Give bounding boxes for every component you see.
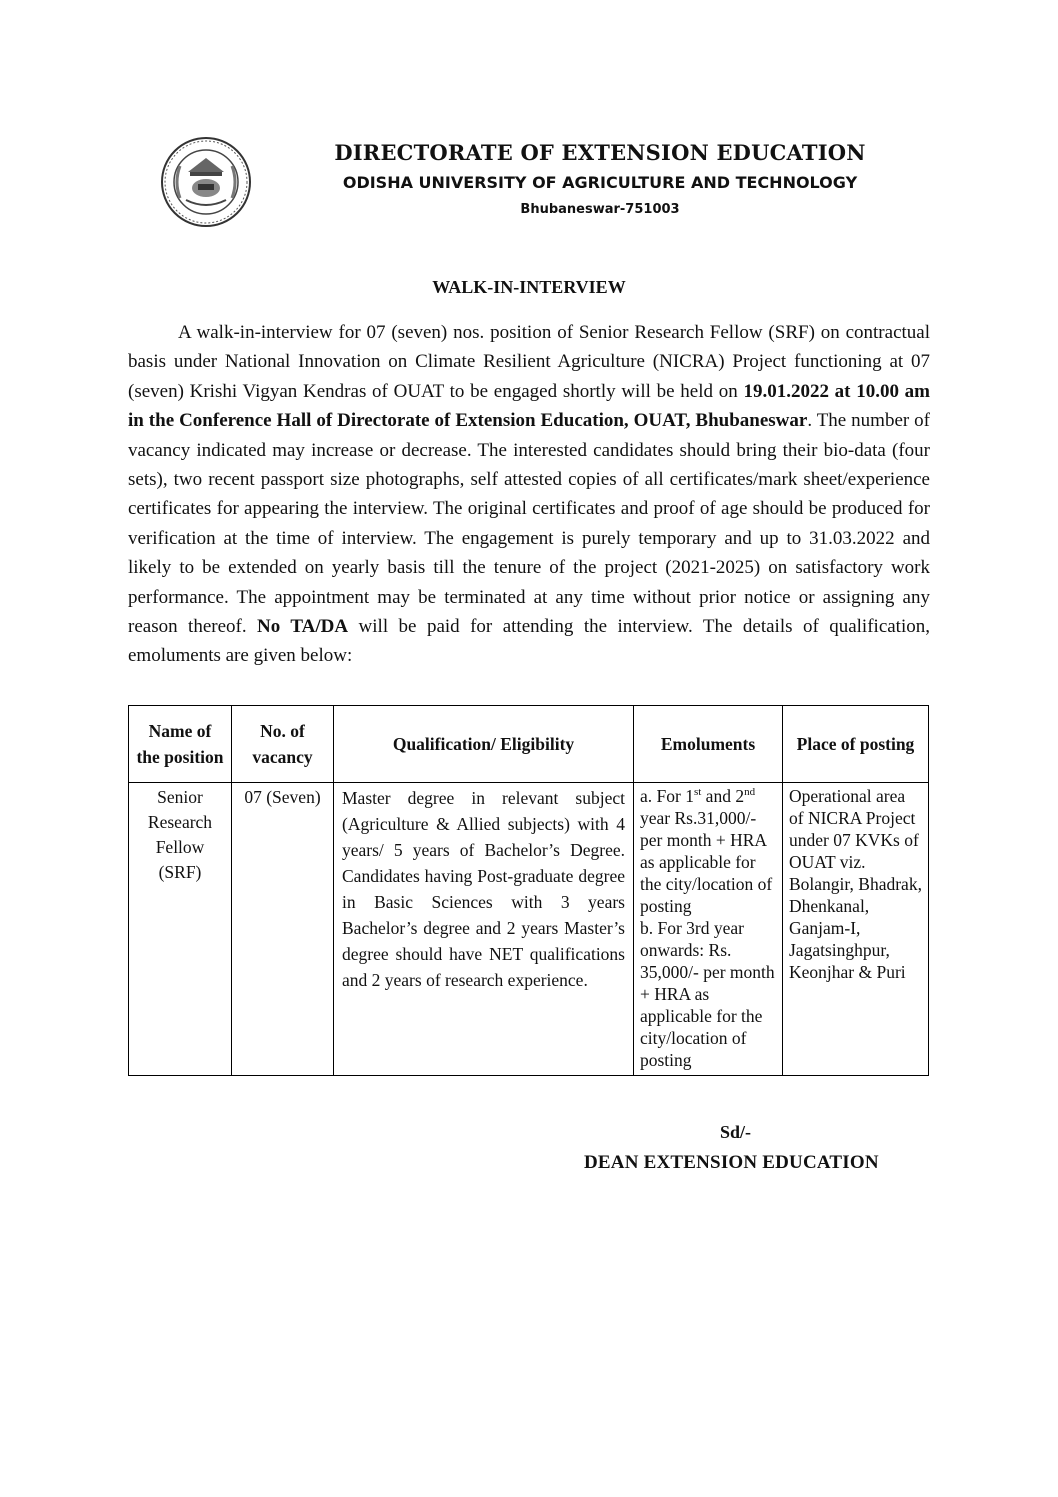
university-address: Bhubaneswar-751003 (520, 202, 680, 217)
university-name: ODISHA UNIVERSITY OF AGRICULTURE AND TECHNOLOGY (342, 173, 858, 192)
header-place: Place of posting (783, 706, 929, 783)
cell-place: Operational area of NICRA Project under 07 KVKs of OUAT viz. Bolangir, Bhadrak, Dhenkanal, Ganjam-I, Jagatsinghpur, Keonjhar & Puri (783, 783, 929, 1076)
vacancy-table (128, 705, 929, 1076)
notice-text-3: will be paid for attending the interview. The details of qualification, emoluments are given below: (128, 616, 930, 667)
emol-a-1: a. For 1 (640, 786, 694, 806)
signature-mark: Sd/- (720, 1122, 752, 1142)
notice-heading: WALK-IN-INTERVIEW (432, 277, 626, 297)
signatory-designation: DEAN EXTENSION EDUCATION (584, 1152, 879, 1173)
notice-text-1: A walk-in-interview for 07 (seven) nos. position of Senior Research Fellow (SRF) on contractual basis under National Innovation on Climate Resilient Agriculture (NICRA) Project functioning at 07 (seven) Krishi Vigyan Kendras of OUAT to be engaged shortly will be held on (128, 322, 930, 402)
table-header-row (129, 706, 929, 783)
cell-position: Senior Research Fellow (SRF) (129, 783, 232, 1076)
cell-qualification: Master degree in relevant subject (Agriculture & Allied subjects) with 4 years/ 5 years of Bachelor’s Degree. Candidates having Post-graduate degree in Basic Sciences with 3 years Bachelor’s degree and 2 years Master’s degree should have NET qualifications and 2 years of research experience. (334, 783, 634, 1076)
header-position: Name of the position (129, 706, 232, 783)
header-qualification: Qualification/ Eligibility (334, 706, 634, 783)
emol-b: b. For 3rd year onwards: Rs. 35,000/- per month + HRA as applicable for the city/location of posting (640, 918, 775, 1070)
notice-text-2: . The number of vacancy indicated may increase or decrease. The interested candidates should bring their bio-data (four sets), two recent passport size photographs, self attested copies of all certificates/mark sheet/experience certificates for appearing the interview. The original certificates and proof of age should be produced for verification at the time of interview. The engagement is purely temporary and up to 31.03.2022 and likely to be extended on yearly basis till the tenure of the project (2021-2025) on satisfactory work performance. The appointment may be terminated at any time without prior notice or assigning any reason thereof. (128, 410, 930, 638)
emol-a-2: and 2 (701, 786, 745, 806)
table-row (129, 783, 929, 1076)
notice-body (128, 318, 930, 671)
cell-vacancy: 07 (Seven) (232, 783, 334, 1076)
emol-sup-1: st (693, 786, 702, 799)
no-tada-note: No TA/DA (257, 616, 349, 638)
university-logo (160, 136, 252, 228)
emol-sup-2: nd (744, 786, 756, 799)
cell-emoluments (634, 783, 783, 1076)
header-vacancy: No. of vacancy (232, 706, 334, 783)
emol-a-3: year Rs.31,000/- per month + HRA as applicable for the city/location of posting (640, 808, 773, 916)
header-emoluments: Emoluments (634, 706, 783, 783)
interview-date-venue: 19.01.2022 at 10.00 am in the Conference Hall of Directorate of Extension Education, OUAT, Bhubaneswar (128, 380, 931, 432)
letterhead (280, 140, 920, 220)
directorate-title: DIRECTORATE OF EXTENSION EDUCATION (334, 140, 866, 165)
